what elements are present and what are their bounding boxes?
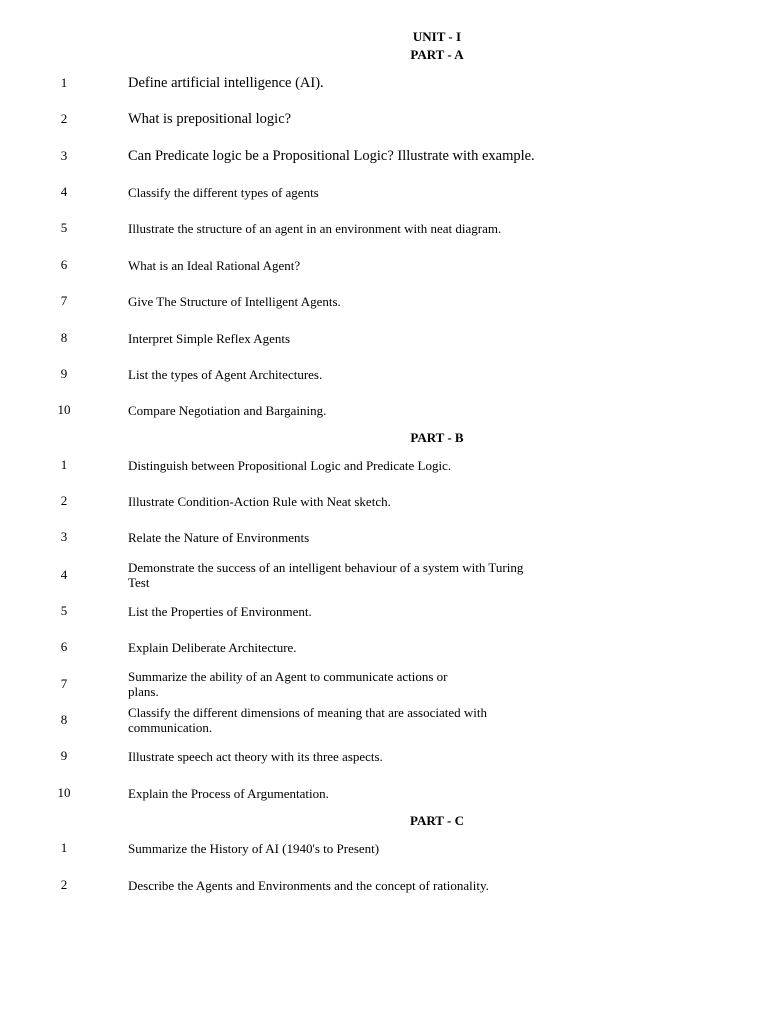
question-text: Interpret Simple Reflex Agents [128, 330, 291, 346]
question-number: 2 [60, 493, 68, 508]
question-text: Classify the different types of agents [128, 184, 319, 200]
question-row [0, 138, 768, 174]
question-text: Illustrate speech act theory with its three aspects. [128, 748, 383, 764]
section-title-part-b: PART - B [410, 430, 464, 445]
question-text: List the Properties of Environment. [128, 603, 312, 619]
question-text: Give The Structure of Intelligent Agents. [128, 293, 341, 309]
question-row [0, 109, 768, 129]
question-number: 2 [60, 877, 68, 892]
question-row [0, 291, 768, 311]
question-row [0, 182, 768, 202]
question-number: 10 [57, 785, 71, 800]
question-row [0, 559, 768, 591]
question-number: 9 [60, 366, 68, 381]
question-text: Summarize the History of AI (1940's to Present) [128, 840, 380, 856]
question-number: 1 [60, 75, 68, 90]
question-number: 8 [60, 330, 68, 345]
question-row [0, 255, 768, 275]
question-row [0, 527, 768, 547]
question-text: List the types of Agent Architectures. [128, 366, 323, 382]
question-number: 4 [60, 184, 68, 199]
question-row [0, 400, 768, 420]
question-number: 3 [60, 529, 68, 544]
question-row [0, 601, 768, 621]
question-row [0, 218, 768, 238]
question-text: What is an Ideal Rational Agent? [128, 257, 301, 273]
question-row [0, 668, 768, 700]
question-number: 10 [57, 402, 71, 417]
question-row [0, 328, 768, 348]
question-row [0, 73, 768, 93]
question-text: Explain Deliberate Architecture. [128, 639, 297, 655]
question-text: Define artificial intelligence (AI). [128, 74, 324, 91]
section-title-part-c: PART - C [410, 813, 464, 828]
question-number: 6 [60, 257, 68, 272]
question-number: 4 [60, 567, 68, 582]
question-number: 5 [60, 603, 68, 618]
question-text: What is prepositional logic? [128, 110, 292, 127]
question-number: 5 [60, 220, 68, 235]
question-number: 8 [60, 712, 68, 727]
question-row [0, 491, 768, 511]
question-number: 7 [60, 676, 68, 691]
question-number: 3 [60, 148, 68, 163]
question-text: Can Predicate logic be a Propositional Logic? Illustrate with example. [128, 147, 535, 164]
question-number: 2 [60, 111, 68, 126]
question-row [0, 746, 768, 766]
question-number: 9 [60, 748, 68, 763]
question-row [0, 637, 768, 657]
unit-title: UNIT - I [412, 29, 462, 44]
question-text: Describe the Agents and Environments and the concept of rationality. [128, 877, 489, 893]
question-row [0, 783, 768, 803]
question-row [0, 364, 768, 384]
question-row [0, 838, 768, 858]
question-text: Summarize the ability of an Agent to communicate actions or plans. [128, 669, 448, 699]
question-text: Relate the Nature of Environments [128, 529, 310, 545]
section-title-part-a: PART - A [410, 47, 464, 62]
question-text: Illustrate Condition-Action Rule with Neat sketch. [128, 493, 391, 509]
question-row [0, 455, 768, 475]
question-number: 1 [60, 457, 68, 472]
question-text: Demonstrate the success of an intelligent behaviour of a system with Turing Test [128, 560, 524, 590]
question-text: Distinguish between Propositional Logic and Predicate Logic. [128, 457, 452, 473]
question-text: Classify the different dimensions of meaning that are associated with communication. [128, 705, 487, 735]
question-text: Explain the Process of Argumentation. [128, 785, 329, 801]
question-number: 1 [60, 840, 68, 855]
question-number: 7 [60, 293, 68, 308]
question-text: Compare Negotiation and Bargaining. [128, 402, 327, 418]
question-row [0, 875, 768, 895]
question-text: Illustrate the structure of an agent in an environment with neat diagram. [128, 220, 502, 236]
question-row [0, 704, 768, 736]
question-number: 6 [60, 639, 68, 654]
